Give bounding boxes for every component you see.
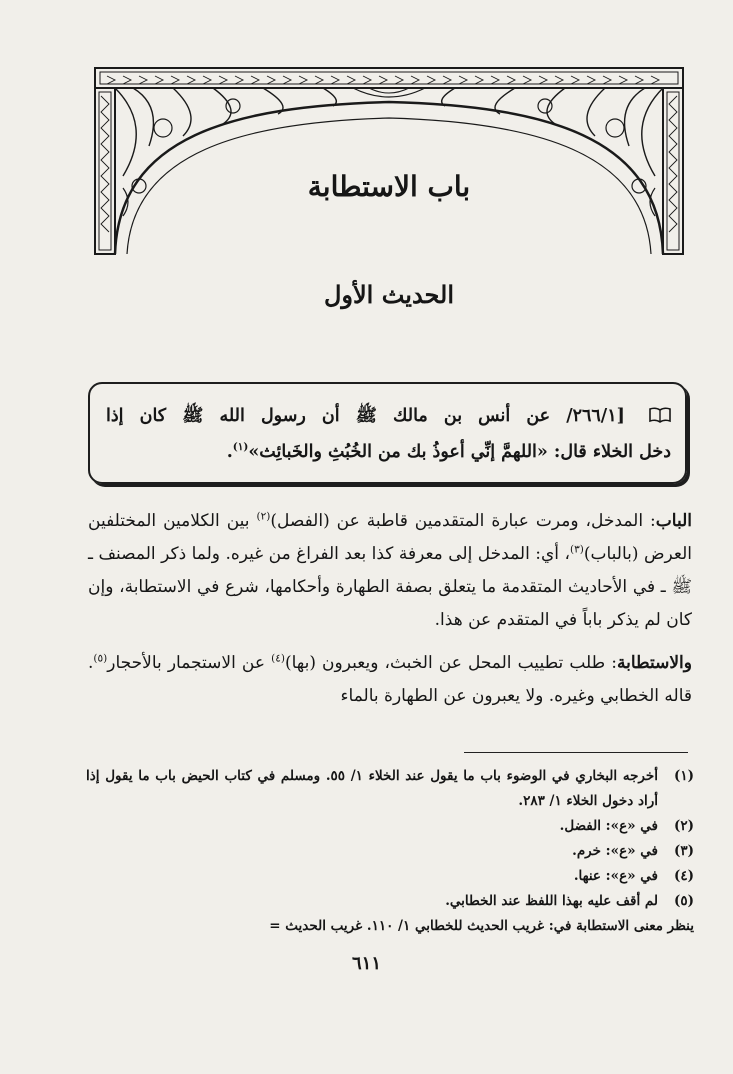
footnote-marker: (٢): [256, 510, 271, 523]
arch-ornament-frame: [93, 66, 685, 256]
footnote-number: (٤): [673, 868, 694, 884]
open-book-icon: [649, 407, 671, 423]
footnote-marker: (٣): [569, 543, 584, 556]
paragraph-text: عن الاستجمار بالأحجار: [107, 653, 272, 673]
footnote-marker: (٤): [271, 652, 285, 665]
paragraph-istitaba: [88, 647, 692, 713]
footnote-marker: (١): [232, 441, 249, 454]
paragraph-text: ، أي: المدخل إلى معرفة كذا بعد الفراغ من غيره. ولما ذكر المصنف ـ ﷺ ـ في الأحاديث المتقدمة ما يتعلق بصفة الطهارة وأحكامها، شرع في الاستطابة، وإن كان لم يذكر باباً في المتقدم عن هذا.: [88, 544, 692, 630]
footnote-item: [86, 889, 694, 914]
paragraph-text: : المدخل، ومرت عبارة المتقدمين قاطبة عن (الفصل): [270, 511, 656, 531]
hadith-reference: [٢٦٦/١/: [566, 406, 625, 426]
footnote-item: [86, 814, 694, 839]
hadith-end-mark: .: [226, 442, 233, 462]
footnote-text: أخرجه البخاري في الوضوء باب ما يقول عند الخلاء ١/ ٥٥. ومسلم في كتاب الحيض باب ما يقول إذا أراد دخول الخلاء ١/ ٢٨٣.: [86, 768, 658, 809]
paragraph-text: بين الكلامين المختلفين العرض (بالباب): [88, 511, 692, 564]
footnote-marker: (٥): [93, 652, 108, 665]
footnote-item: [86, 864, 694, 889]
commentary-body: [88, 505, 692, 713]
footnote-continuation: [86, 914, 694, 939]
footnote-text: في «ع»: خرم.: [572, 843, 658, 859]
paragraph-text: : طلب تطييب المحل عن الخبث، ويعبرون (بها): [284, 653, 618, 673]
section-title: الحديث الأول: [323, 280, 455, 309]
paragraph-text: . قاله الخطابي وغيره. ولا يعبرون عن الطهارة بالماء: [88, 653, 692, 706]
hadith-text-line-2: دخل الخلاء قال: «اللهمَّ إنِّي أعوذُ بك من الخُبُثِ والخَبائِث»: [248, 442, 671, 462]
footnote-number: (١): [673, 768, 694, 784]
page-number: ٦١١: [351, 953, 381, 974]
footnote-separator: [464, 752, 688, 753]
footnote-item: [86, 839, 694, 864]
footnote-number: (٣): [673, 843, 694, 859]
term-bab: الباب: [655, 511, 692, 531]
hadith-text-line-1: عن أنس بن مالك ﷺ أن رسول الله ﷺ كان إذا: [106, 406, 551, 426]
footnote-number: (٥): [673, 893, 694, 909]
footnote-text: لم أقف عليه بهذا اللفظ عند الخطابي.: [445, 893, 658, 909]
chapter-title: باب الاستطابة: [307, 170, 471, 203]
paragraph-bab: [88, 505, 692, 637]
term-istitaba: والاستطابة: [617, 653, 692, 673]
footnote-text: في «ع»: عنها.: [573, 868, 658, 884]
footnote-text: ينظر معنى الاستطابة في: غريب الحديث للخطابي ١/ ١١٠. غريب الحديث =: [269, 918, 694, 934]
footnote-text: في «ع»: الفضل.: [559, 818, 658, 834]
hadith-line-1: [106, 398, 671, 434]
hadith-line-2: [106, 434, 671, 470]
footnotes: [86, 764, 694, 939]
footnote-item: [86, 764, 694, 814]
hadith-box: [88, 382, 687, 484]
footnote-number: (٢): [673, 818, 694, 834]
